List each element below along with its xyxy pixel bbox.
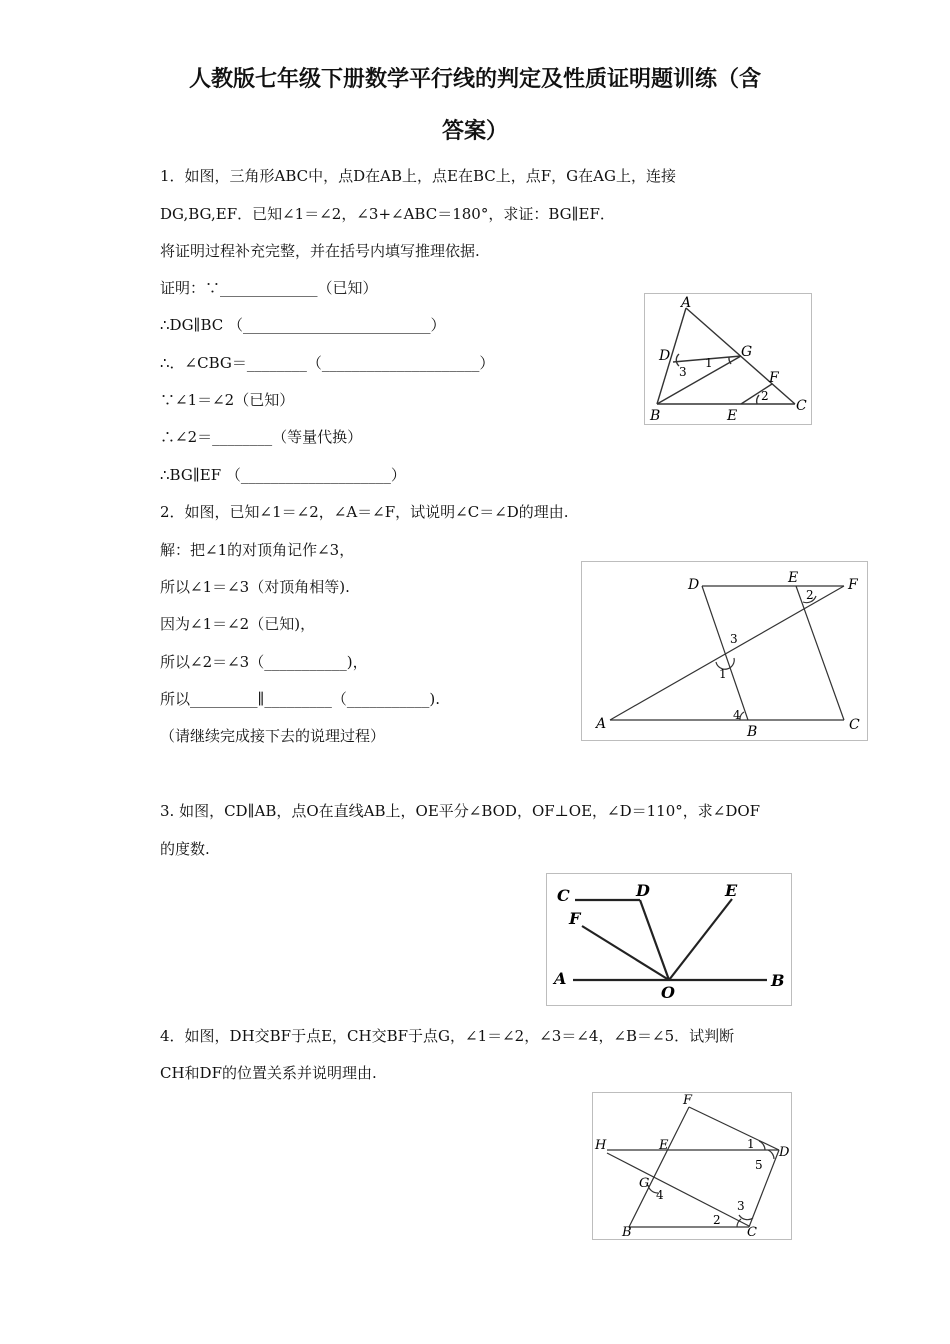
q4-label-angle3: 3: [737, 1199, 745, 1213]
q3-line-2: 的度数.: [160, 840, 210, 858]
q2-label-f: F: [848, 577, 858, 593]
q4-figure: [592, 1092, 792, 1240]
q2-label-angle2: 2: [806, 588, 814, 602]
q1-line-7: ∵∠1＝∠2（已知）: [160, 391, 295, 409]
q2-label-d: D: [688, 577, 700, 593]
q2-figure: [581, 561, 868, 741]
q3-label-d: D: [636, 881, 650, 900]
q1-label-angle1: 1: [705, 356, 713, 370]
q1-line-4: 证明：∵_____________（已知）: [160, 279, 378, 297]
q4-label-angle1: 1: [747, 1137, 755, 1151]
q3-line-1: 3. 如图，CD∥AB，点O在直线AB上，OE平分∠BOD，OF⊥OE，∠D＝110°，求∠DOF: [160, 802, 761, 820]
q2-label-e: E: [788, 570, 799, 586]
q2-label-angle1: 1: [719, 667, 727, 681]
q2-line-1: 2．如图，已知∠1＝∠2，∠A＝∠F，试说明∠C＝∠D的理由.: [160, 503, 569, 521]
q2-line-4: 因为∠1＝∠2（已知)，: [160, 615, 316, 633]
q4-label-angle5: 5: [755, 1158, 763, 1172]
q2-label-a: A: [596, 716, 607, 732]
q2-line-5: 所以∠2＝∠3（___________)，: [160, 653, 368, 671]
q4-label-f: F: [683, 1093, 693, 1108]
q2-label-angle4: 4: [733, 708, 741, 722]
q2-line-7: （请继续完成接下去的说理过程）: [160, 727, 386, 745]
q1-line-2: DG,BG,EF．已知∠1＝∠2，∠3+∠ABC＝180°，求证：BG∥EF．: [160, 205, 615, 223]
q1-label-f: F: [769, 370, 779, 386]
q3-figure: [546, 873, 792, 1006]
q2-line-6: 所以_________∥_________（___________).: [160, 690, 441, 708]
q2-line-3: 所以∠1＝∠3（对顶角相等).: [160, 578, 350, 596]
q1-label-e: E: [727, 408, 738, 424]
q1-figure: [644, 293, 812, 425]
document-title-line1: 人教版七年级下册数学平行线的判定及性质证明题训练（含: [188, 67, 761, 92]
q1-label-angle2: 2: [761, 389, 769, 403]
q4-line-1: 4．如图，DH交BF于点E，CH交BF于点G，∠1＝∠2，∠3＝∠4，∠B＝∠5．试判断: [160, 1027, 735, 1045]
q3-label-o: O: [661, 983, 675, 1002]
q1-label-a: A: [681, 295, 692, 311]
q1-label-angle3: 3: [679, 365, 687, 379]
q4-label-d: D: [779, 1145, 790, 1160]
q1-label-d: D: [659, 348, 671, 364]
q1-line-6: ∴．∠CBG＝________（_____________________）: [160, 354, 495, 372]
q1-label-c: C: [796, 398, 807, 414]
q1-label-g: G: [741, 344, 753, 360]
q4-label-g: G: [639, 1176, 650, 1191]
q2-line-2: 解：把∠1的对顶角记作∠3，: [160, 541, 355, 559]
q3-label-b: B: [771, 971, 785, 990]
q1-line-3: 将证明过程补充完整，并在括号内填写推理依据.: [160, 242, 480, 260]
q4-label-e: E: [659, 1138, 669, 1153]
q1-line-5: ∴DG∥BC （_________________________）: [160, 316, 446, 334]
document-title-line2: 答案）: [441, 119, 508, 144]
q2-label-angle3: 3: [730, 632, 738, 646]
q1-line-9: ∴BG∥EF （____________________）: [160, 466, 406, 484]
q3-label-c: C: [557, 886, 570, 905]
q4-label-angle4: 4: [656, 1188, 664, 1202]
q4-line-2: CH和DF的位置关系并说明理由.: [160, 1064, 377, 1082]
q1-label-b: B: [650, 408, 661, 424]
q2-label-c: C: [849, 717, 860, 733]
q1-line-1: 1．如图，三角形ABC中，点D在AB上，点E在BC上，点F，G在AG上，连接: [160, 167, 676, 185]
q4-label-angle2: 2: [713, 1213, 721, 1227]
q4-label-b: B: [622, 1225, 632, 1239]
q4-label-h: H: [595, 1138, 607, 1153]
q3-label-f: F: [569, 909, 581, 928]
q4-label-c: C: [747, 1225, 757, 1239]
q1-line-8: ∴∠2＝________（等量代换）: [160, 428, 363, 446]
q3-label-e: E: [725, 881, 738, 900]
q2-label-b: B: [747, 724, 758, 740]
q3-label-a: A: [554, 969, 567, 988]
